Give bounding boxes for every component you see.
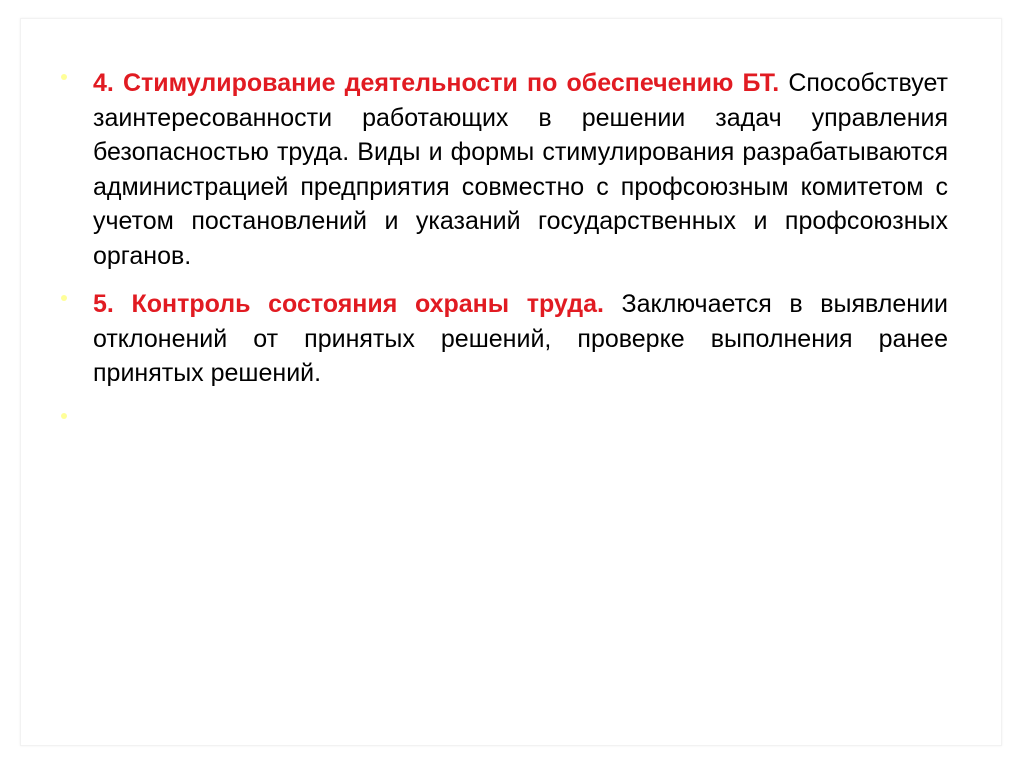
bullet-icon bbox=[61, 74, 67, 80]
item-body: Заключается в выявлении отклонений от принятых решений, проверке выполнения ранее принятых решений. bbox=[93, 290, 948, 387]
list-item-5 bbox=[55, 287, 948, 391]
paragraph-4 bbox=[93, 66, 948, 273]
list-item-empty bbox=[55, 405, 948, 439]
item-body: Способствует заинтересованности работающих в решении задач управления безопасностью труда. Виды и формы стимулирования разрабатываются администрацией предприятия совместно с профсоюзным комитетом с учетом постановлений и указаний государственных и профсоюзных органов. bbox=[93, 69, 948, 270]
slide-content bbox=[55, 66, 948, 453]
item-heading: 5. Контроль состояния охраны труда. bbox=[93, 290, 604, 318]
item-heading: 4. Стимулирование деятельности по обеспечению БТ. bbox=[93, 69, 780, 97]
bullet-icon bbox=[61, 295, 67, 301]
paragraph-5 bbox=[93, 287, 948, 391]
bullet-icon bbox=[61, 413, 67, 419]
list-item-4 bbox=[55, 66, 948, 273]
